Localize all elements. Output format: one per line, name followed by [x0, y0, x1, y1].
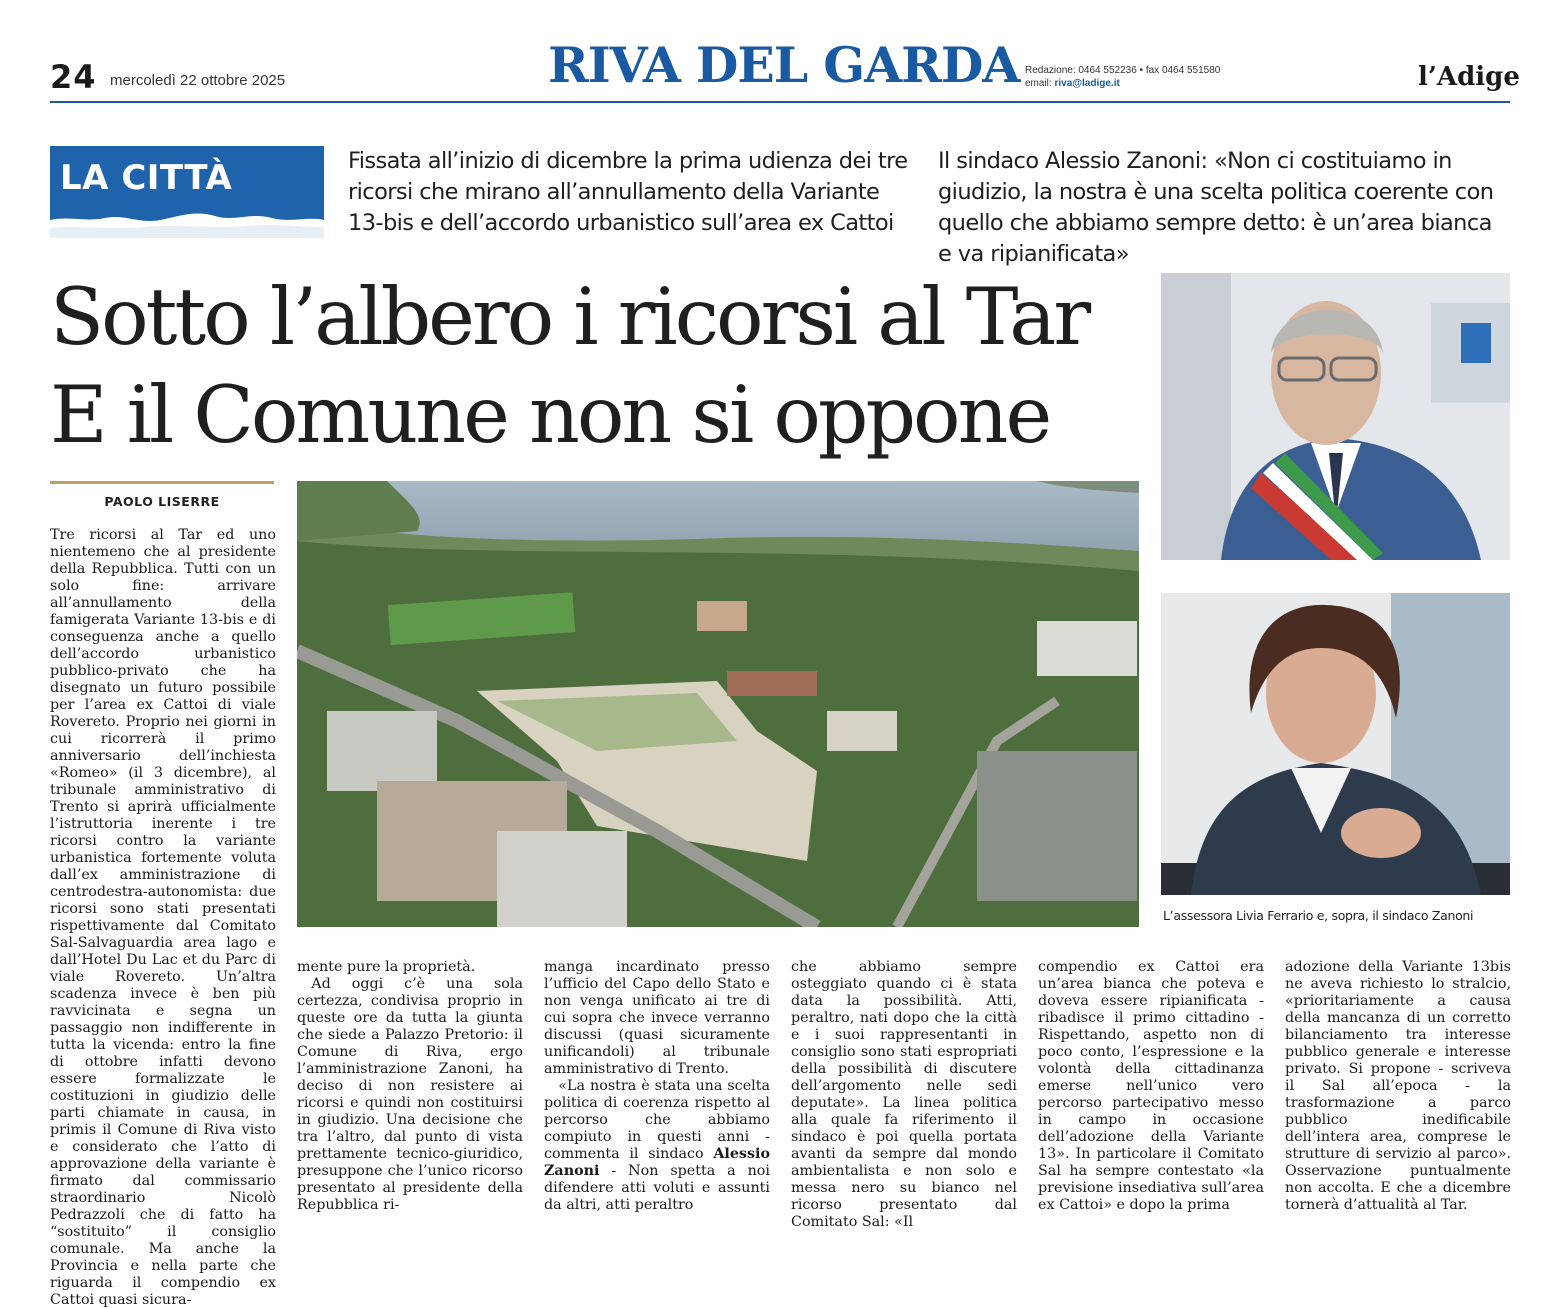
header-rule	[50, 101, 1510, 103]
byline: PAOLO LISERRE	[104, 494, 220, 509]
column-5-text: compendio ex Cattoi era un’area bianca che poteva e doveva essere ripianificata - ribadisce il primo cittadino - Rispettando, aspetto non di poco conto, l’espressione e la volontà della cittadinanza emerse nell’unico vero percorso partecipativo messo in campo in occasione dell’adozione della Variante 13». In particolare il Comitato Sal ha sempre contestato «la previsione insediativa sull’area ex Cattoi» e dopo la prima	[1038, 959, 1264, 1213]
mountain-silhouette-icon	[50, 198, 324, 238]
column-2-text-a: mente pure la proprietà.	[297, 959, 476, 975]
section-title: RIVA DEL GARDA	[548, 36, 1020, 94]
article-column-5	[1038, 959, 1264, 1214]
byline-rule	[50, 481, 274, 484]
section-tag-label: LA CITTÀ	[60, 158, 233, 198]
column-3-quote-end: - Non spetta a noi difendere atti voluti e assunti da altri, atti peraltro	[544, 1163, 770, 1213]
article-column-1	[50, 527, 276, 1309]
headline-line-2: E il Comune non si oppone	[50, 369, 1050, 461]
contact-email[interactable]: riva@ladige.it	[1054, 78, 1120, 89]
column-3-text-b	[544, 1078, 770, 1214]
aerial-view-image	[297, 481, 1139, 927]
contact-email-label: email:	[1025, 78, 1052, 89]
column-1-text: Tre ricorsi al Tar ed uno nientemeno che al presidente della Repubblica. Tutti con un solo fine: arrivare all’annullamento della famigerata Variante 13-bis e di conseguenza anche a quello dell’accordo urbanistico pubblico-privato che ha disegnato un futuro possibile per l’area ex Cattoi di viale Rovereto. Proprio nei giorni in cui ricorrerà il primo anniversario dell’inchiesta «Romeo» (il 3 dicembre), al tribunale amministrativo di Trento si aprirà ufficialmente l’istruttoria inerente i tre ricorsi contro la variante urbanistica fortemente voluta dall’ex amministrazione di centrodestra-autonomista: due ricorsi sono stati presentati rispettivamente dal Comitato Sal-Salvaguardia area lago e dall’Hotel Du Lac et du Parc di viale Rovereto. Un’altra scadenza invece è ben più ravvicinata e segna un passaggio non indifferente in tutta la vicenda: entro la fine di ottobre infatti devono essere formalizzate le costituzioni in giudizio delle parti chiamate in causa, in primis il Comune di Riva visto e considerato che l’atto di approvazione della variante è firmato dal commissario straordinario Nicolò Pedrazzoli che di fatto ha “sostituito” il consiglio comunale. Ma anche la Provincia e nella parte che riguarda il compendio ex Cattoi quasi sicura-	[50, 527, 276, 1308]
contact-phone: Redazione: 0464 552236 • fax 0464 551580	[1025, 65, 1221, 76]
photo-assessor-ferrario	[1161, 593, 1510, 895]
issue-date: mercoledì 22 ottobre 2025	[110, 72, 286, 89]
column-2-text-b: Ad oggi c’è una sola certezza, condivisa proprio in queste ore da tutta la giunta che siede a Palazzo Pretorio: il Comune di Riva, ergo l’amministrazione Zanoni, ha deciso di non resistere ai ricorsi e quindi non costituirsi in giudizio. Una decisione che tra l’altro, dal punto di vista prettamente tecnico-giuridico, presuppone che l’unico ricorso presentato al presidente della Repubblica ri-	[297, 976, 523, 1213]
newspaper-logo: l’Adige	[1418, 62, 1520, 92]
column-4-text: che abbiamo sempre osteggiato quando ci è stata data la possibilità. Atti, peraltro, nati dopo che la città e i suoi rappresentanti in consiglio sono stati espropriati della possibilità di discutere dell’argomento nelle sedi deputate». La linea politica alla quale fa riferimento il sindaco è poi quella portata avanti da sempre dal mondo ambientalista e non solo e messa nero su bianco nel ricorso presentato dal Comitato Sal: «Il	[791, 959, 1017, 1230]
section-tag	[50, 146, 324, 238]
column-3-text-a: manga incardinato presso l’ufficio del Capo dello Stato e non venga unificato ai tre di cui sopra che invece verranno discussi (quasi sicuramente unificandoli) al tribunale amministrativo di Trento.	[544, 959, 770, 1077]
article-column-3	[544, 959, 770, 1214]
article-column-4	[791, 959, 1017, 1231]
column-3-quote-start: «La nostra è stata una scelta politica di coerenza rispetto al percorso che abbiamo compiuto in questi anni - commenta il sindaco	[544, 1078, 770, 1162]
contact-email-line	[1025, 77, 1220, 90]
photo-mayor-zanoni	[1161, 273, 1510, 560]
portrait-mayor-image	[1161, 273, 1510, 560]
newsroom-contact	[1025, 64, 1220, 90]
headline-line-1: Sotto l’albero i ricorsi al Tar	[50, 271, 1089, 363]
portrait-assessor-image	[1161, 593, 1510, 895]
column-6-text: adozione della Variante 13bis ne aveva richiesto lo stralcio, «prioritariamente a causa della mancanza di un corretto bilanciamento tra interesse pubblico generale e interesse privato. Si propone - scriveva il Sal all’epoca - la trasformazione a parco pubblico inedificabile dell’intera area, comprese le strutture di servizio al parco». Osservazione puntualmente non accolta. E che a dicembre tornerà d’attualità al Tar.	[1285, 959, 1511, 1213]
aerial-photo	[297, 481, 1139, 927]
article-column-6	[1285, 959, 1511, 1214]
main-headline	[50, 268, 1088, 464]
subheadline-left: Fissata all’inizio di dicembre la prima udienza dei tre ricorsi che mirano all’annullamento della Variante 13-bis e dell’accordo urbanistico sull’area ex Cattoi	[348, 148, 908, 236]
mayor-name: Alessio Zanoni	[544, 1146, 770, 1179]
subheadline-right: Il sindaco Alessio Zanoni: «Non ci costituiamo in giudizio, la nostra è una scelta politica coerente con quello che abbiamo sempre detto: è un’area bianca e va ripianificata»	[938, 148, 1494, 267]
photo-caption: L’assessora Livia Ferrario e, sopra, il sindaco Zanoni	[1163, 908, 1474, 923]
page-number: 24	[50, 58, 97, 96]
article-column-2	[297, 959, 523, 1214]
